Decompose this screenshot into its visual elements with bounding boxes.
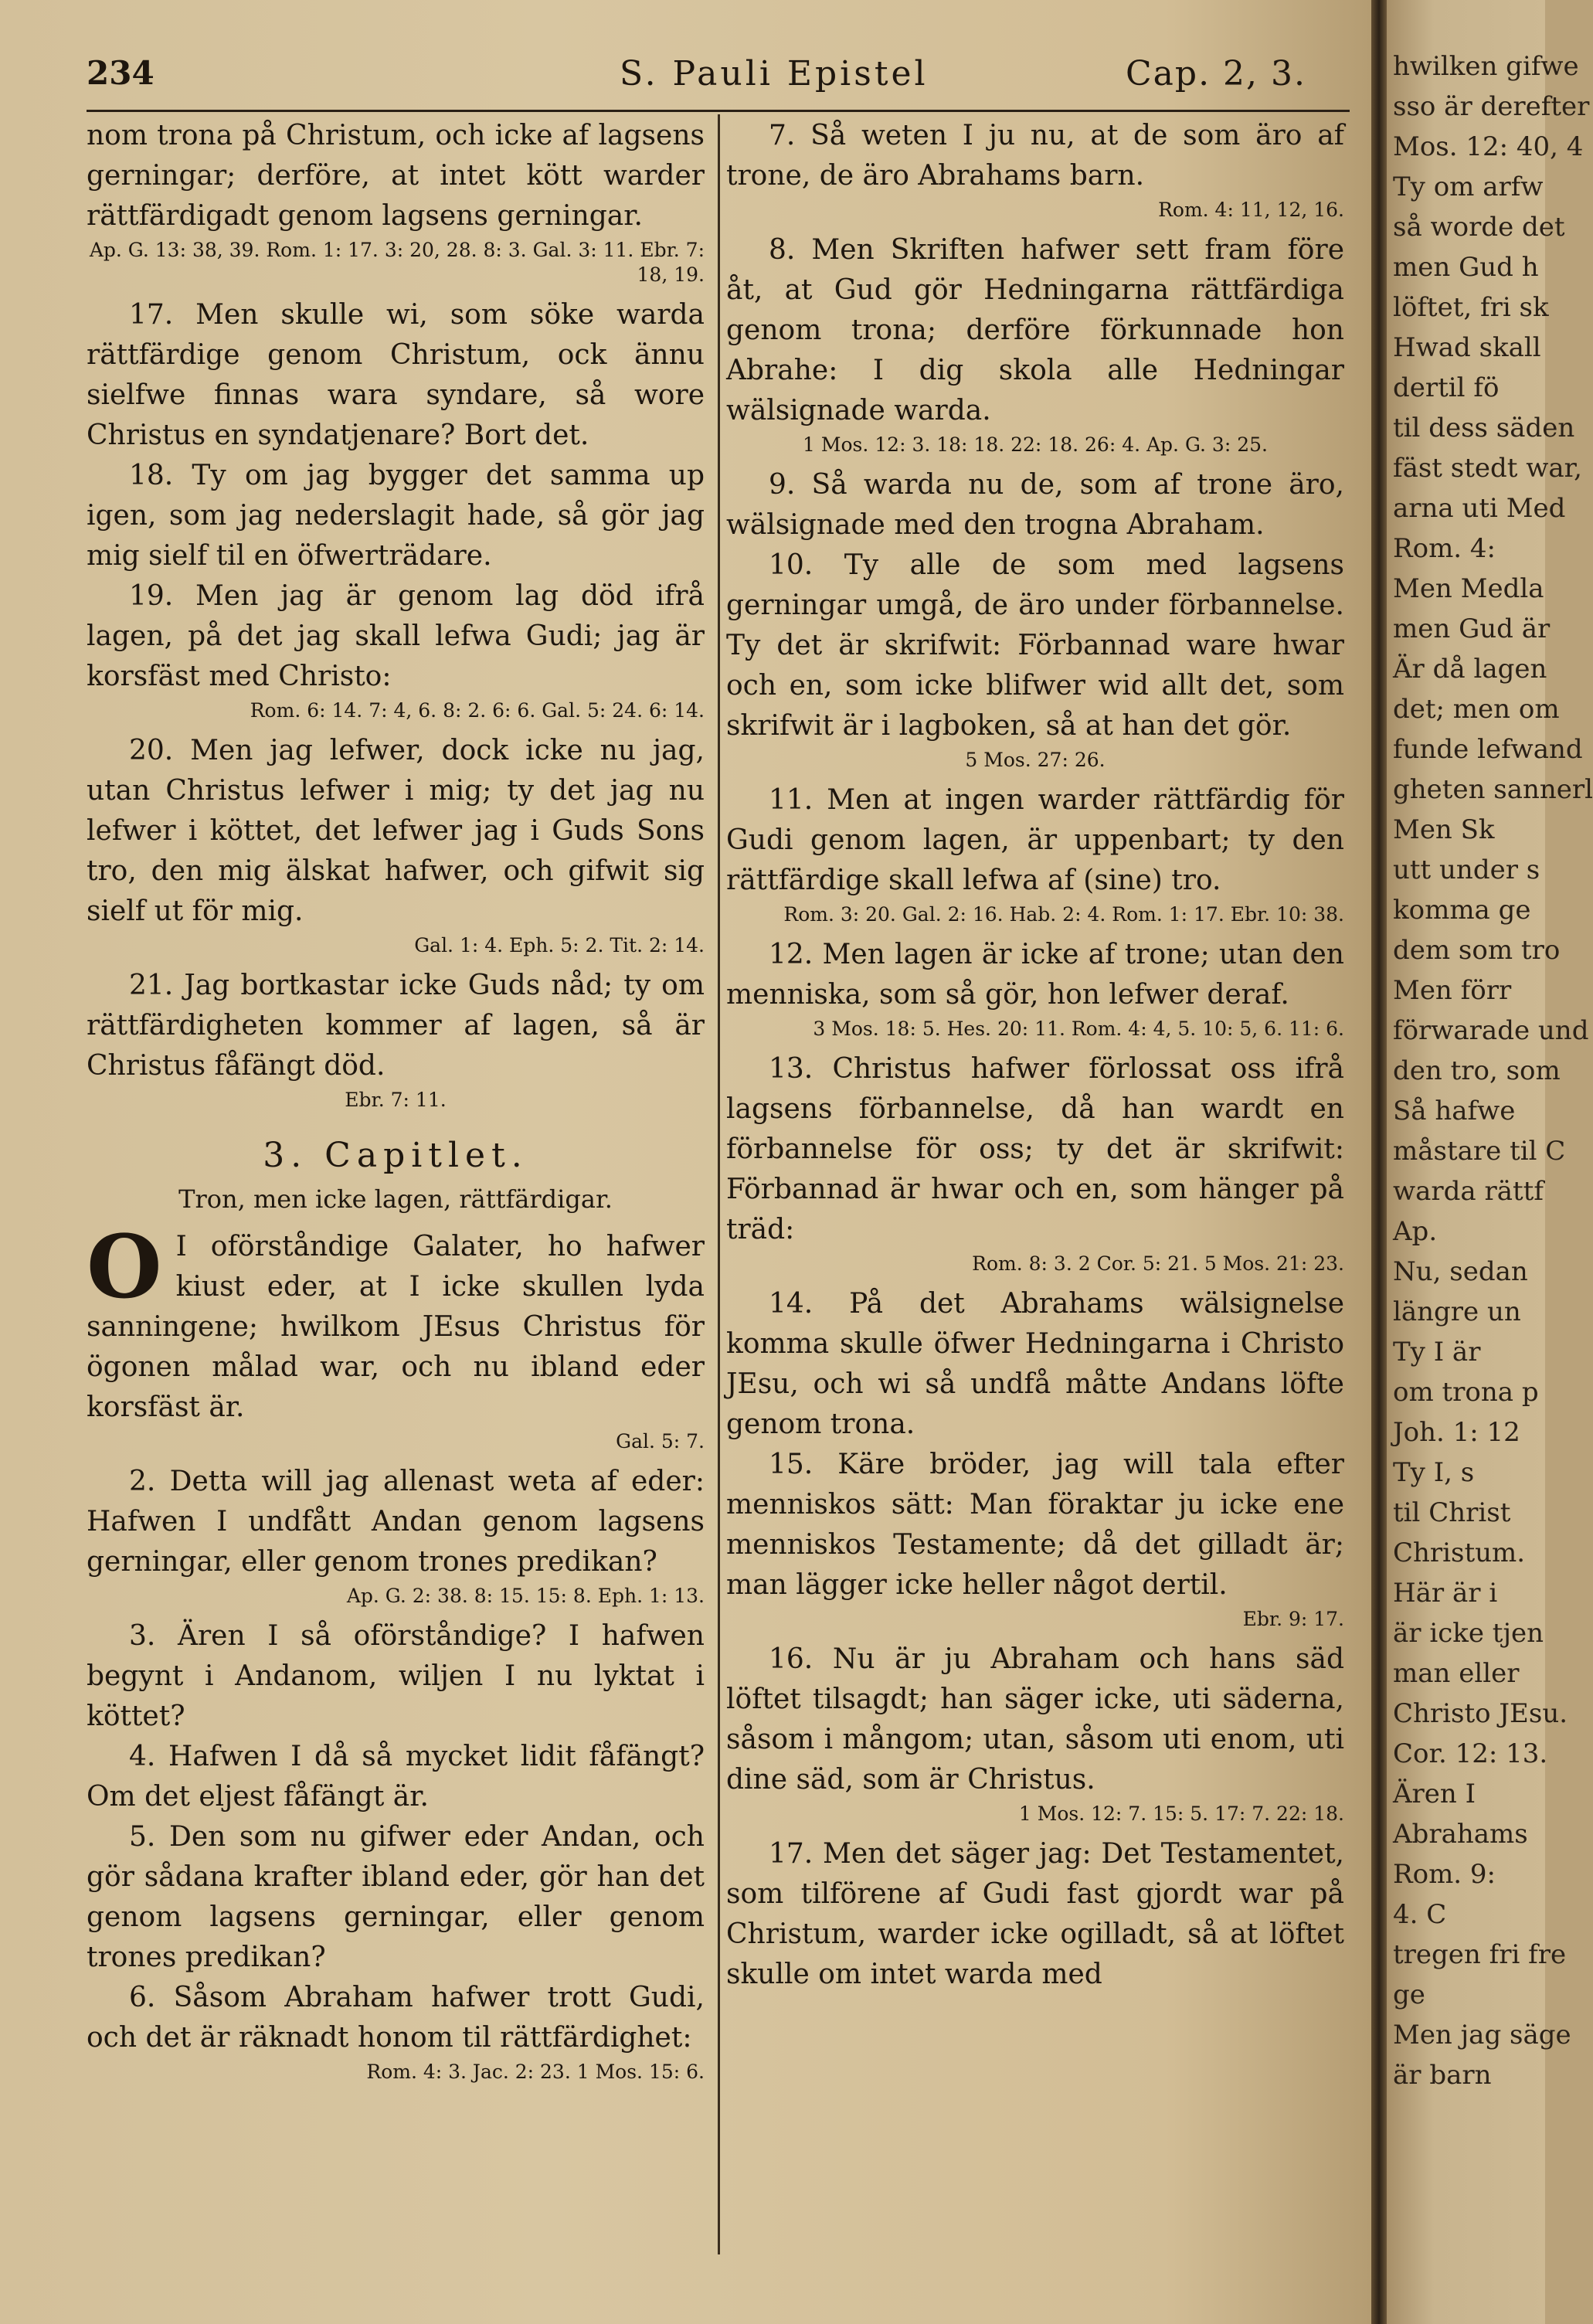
facing-page-line: Men förr — [1393, 975, 1512, 1006]
facing-page-line: löftet, fri sk — [1393, 292, 1549, 323]
verse-6: 6. Såsom Abraham hafwer trott Gudi, och det är räknadt honom til rättfärdighet: — [87, 1982, 705, 2054]
cross-reference: Ebr. 9: 17. — [1242, 1608, 1344, 1630]
cross-reference: Ebr. 7: 11. — [345, 1089, 447, 1111]
verse-17: 17. Men skulle wi, som söke warda rättfärdige genom Christum, ock ännu sielfwe finnas wara syndare, så wore Christus en syndatjenare? Bort det. — [87, 299, 705, 451]
facing-page-line: man eller — [1393, 1658, 1520, 1689]
cross-reference: 5 Mos. 27: 26. — [965, 749, 1106, 771]
facing-page-line: förwarade und — [1393, 1015, 1589, 1046]
facing-page-line: Men jag säge — [1393, 2020, 1571, 2050]
cross-reference: Rom. 4: 11, 12, 16. — [1158, 199, 1344, 221]
cross-reference: Rom. 6: 14. 7: 4, 6. 8: 2. 6: 6. Gal. 5: 24. 6: 14. — [250, 699, 705, 722]
facing-page-line: gheten sannerl — [1393, 774, 1593, 805]
column-divider — [718, 114, 720, 2254]
chapter-heading: 3. Capitlet. — [263, 1136, 528, 1175]
facing-page-line: komma ge — [1393, 895, 1531, 926]
cross-reference: Ap. G. 2: 38. 8: 15. 15: 8. Eph. 1: 13. — [346, 1585, 705, 1607]
facing-page-line: Christum. — [1393, 1537, 1526, 1568]
verse-4: 4. Hafwen I då så mycket lidit fåfängt? Om det eljest fåfängt är. — [87, 1741, 705, 1813]
facing-page-line: 4. C — [1393, 1899, 1447, 1930]
left-column — [87, 116, 705, 2092]
verse-7: 7. Så weten I ju nu, at de som äro af trone, de äro Abrahams barn. — [726, 120, 1344, 192]
verse-12: 12. Men lagen är icke af trone; utan den menniska, som så gör, hon lefwer deraf. — [726, 939, 1344, 1011]
facing-page-line: fäst stedt war, — [1393, 453, 1582, 484]
facing-page-line: utt under s — [1393, 855, 1540, 885]
cross-reference: 3 Mos. 18: 5. Hes. 20: 11. Rom. 4: 4, 5. 10: 5, 6. 11: 6. — [813, 1018, 1344, 1040]
verse-2: 2. Detta will jag allenast weta af eder: Hafwen I undfått Andan genom lagsens gerningar, eller genom trones predikan? — [87, 1466, 705, 1578]
facing-page-line: Så hafwe — [1393, 1096, 1516, 1126]
facing-page-line: til dess säden — [1393, 413, 1575, 443]
verse-5: 5. Den som nu gifwer eder Andan, och gör sådana krafter ibland eder, gör han det genom lagsens gerningar, eller genom trones predikan? — [87, 1821, 705, 1973]
running-title: S. Pauli Epistel — [620, 54, 929, 93]
facing-page-line: hwilken gifwe — [1393, 51, 1579, 82]
cross-reference: Gal. 5: 7. — [616, 1430, 705, 1452]
verse-17-cont: 17. Men det säger jag: Det Testamentet, som tilförene af Gudi fast gjordt war på Christum, warder icke ogilladt, så at löftet skulle om intet warda med — [726, 1838, 1344, 1990]
facing-page-line: om trona p — [1393, 1377, 1539, 1408]
cross-reference: Gal. 1: 4. Eph. 5: 2. Tit. 2: 14. — [414, 934, 705, 956]
verse-1-text: I oförståndige Galater, ho hafwer kiust eder, at I icke skullen lyda sanningene; hwilkom JEsus Christus för ögonen målad war, och nu ibland eder korsfäst är. — [87, 1231, 705, 1423]
facing-page-line: Joh. 1: 12 — [1393, 1417, 1520, 1448]
verse-20: 20. Men jag lefwer, dock icke nu jag, utan Christus lefwer i mig; ty det jag nu lefwer i köttet, det lefwer jag i Guds Sons tro, den mig älskat hafwer, och gifwit sig sielf ut för mig. — [87, 735, 705, 927]
verse-19: 19. Men jag är genom lag död ifrå lagen, på det jag skall lefwa Gudi; jag är korsfäst med Christo: — [87, 580, 705, 692]
facing-page-line: den tro, som — [1393, 1055, 1561, 1086]
verse-16: 16. Nu är ju Abraham och hans säd löftet tilsagdt; han säger icke, uti säderna, såsom i mångom; utan, såsom uti enom, uti dine säd, som är Christus. — [726, 1643, 1344, 1796]
book-gutter — [1371, 0, 1387, 2324]
facing-page-line: men Gud h — [1393, 252, 1539, 283]
cross-reference: Ap. G. 13: 38, 39. Rom. 1: 17. 3: 20, 28. 8: 3. Gal. 3: 11. Ebr. 7: 18, 19. — [89, 239, 705, 286]
facing-page-line: Rom. 9: — [1393, 1859, 1496, 1890]
facing-page-lines — [1387, 0, 1593, 2095]
cross-reference: 1 Mos. 12: 3. 18: 18. 22: 18. 26: 4. Ap. G. 3: 25. — [803, 433, 1268, 456]
cross-reference: Rom. 4: 3. Jac. 2: 23. 1 Mos. 15: 6. — [366, 2061, 705, 2083]
facing-page-line: arna uti Med — [1393, 493, 1566, 524]
facing-page-line: tregen fri fre — [1393, 1939, 1567, 1970]
facing-page-line: Här är i — [1393, 1578, 1498, 1609]
right-column — [726, 116, 1344, 1995]
facing-page-line: så worde det — [1393, 212, 1565, 243]
chapter-summary: Tron, men icke lagen, rättfärdigar. — [178, 1184, 613, 1214]
facing-page-line: Ty I, s — [1393, 1457, 1475, 1488]
facing-page-line: Ap. — [1393, 1216, 1438, 1247]
verse-8: 8. Men Skriften hafwer sett fram före åt, at Gud gör Hedningarna rättfärdiga genom trona; derföre förkunnade hon Abrahe: I dig skola alle Hedningar wälsignade warda. — [726, 234, 1344, 426]
facing-page-line: Är då lagen — [1393, 654, 1547, 685]
verse-21: 21. Jag bortkastar icke Guds nåd; ty om rättfärdigheten kommer af lagen, så är Christus fåfängt död. — [87, 970, 705, 1082]
facing-page-line: är icke tjen — [1393, 1618, 1544, 1649]
facing-page-line: Cor. 12: 13. — [1393, 1738, 1548, 1769]
facing-page-line: Men Sk — [1393, 814, 1495, 845]
facing-page-line: Hwad skall — [1393, 332, 1541, 363]
verse-15: 15. Käre bröder, jag will tala efter menniskos sätt: Man föraktar ju icke ene menniskos Testamente; då det gilladt är; man lägger icke heller något dertil. — [726, 1449, 1344, 1601]
verse-9: 9. Så warda nu de, som af trone äro, wälsignade med den trogna Abraham. — [726, 469, 1344, 541]
cross-reference: Rom. 3: 20. Gal. 2: 16. Hab. 2: 4. Rom. 1: 17. Ebr. 10: 38. — [783, 903, 1344, 926]
facing-page-line: måstare til C — [1393, 1136, 1566, 1167]
facing-page-line: dem som tro — [1393, 935, 1561, 966]
drop-cap-initial: O — [87, 1217, 162, 1318]
verse-10: 10. Ty alle de som med lagsens gerningar umgå, de äro under förbannelse. Ty det är skrifwit: Förbannad ware hwar och en, som icke blifwer wid allt det, som skrifwit är i lagboken, så at han det gör. — [726, 549, 1344, 742]
facing-page-line: det; men om — [1393, 694, 1560, 725]
cross-reference: 1 Mos. 12: 7. 15: 5. 17: 7. 22: 18. — [1018, 1802, 1344, 1825]
facing-page-line: Men Medla — [1393, 573, 1544, 604]
facing-page-line: sso är derefter — [1393, 91, 1590, 122]
running-header — [87, 48, 1350, 112]
facing-page-line: Ty om arfw — [1393, 172, 1544, 202]
verse-continuation: nom trona på Christum, och icke af lagsens gerningar; derföre, at intet kött warder rättfärdigadt genom lagsens gerningar. — [87, 120, 705, 232]
facing-page-line: Rom. 4: — [1393, 533, 1496, 564]
facing-page-line: Ären I — [1393, 1779, 1476, 1809]
verse-13: 13. Christus hafwer förlossat oss ifrå lagsens förbannelse, då han wardt en förbannelse för oss; ty det är skrifwit: Förbannad är hwar och en, som hänger på träd: — [726, 1053, 1344, 1245]
facing-page-line: Christo JEsu. — [1393, 1698, 1568, 1729]
verse-14: 14. På det Abrahams wälsignelse komma skulle öfwer Hedningarna i Christo JEsu, och wi så undfå måtte Andans löfte genom trona. — [726, 1288, 1344, 1440]
verse-3: 3. Ären I så oförståndige? I hafwen begynt i Andanom, wiljen I nu lyktat i köttet? — [87, 1620, 705, 1732]
facing-page-line: dertil fö — [1393, 372, 1500, 403]
verse-18: 18. Ty om jag bygger det samma up igen, som jag nederslagit hade, så gör jag mig sielf til en öfwerträdare. — [87, 460, 705, 572]
facing-page-line: Nu, sedan — [1393, 1256, 1528, 1287]
cross-reference: Rom. 8: 3. 2 Cor. 5: 21. 5 Mos. 21: 23. — [972, 1252, 1344, 1275]
facing-page-line: Abrahams — [1393, 1819, 1528, 1850]
facing-page-line: ge — [1393, 1979, 1425, 2010]
facing-page-line: Ty I är — [1393, 1337, 1481, 1368]
facing-page-line: längre un — [1393, 1296, 1521, 1327]
verse-11: 11. Men at ingen warder rättfärdig för Gudi genom lagen, är uppenbart; ty den rättfärdige skall lefwa af (sine) tro. — [726, 784, 1344, 896]
facing-page-line: warda rättf — [1393, 1176, 1544, 1207]
facing-page-line: Mos. 12: 40, 4 — [1393, 131, 1584, 162]
facing-page-line: til Christ — [1393, 1497, 1511, 1528]
facing-page-line: men Gud är — [1393, 613, 1551, 644]
facing-page-line: funde lefwand — [1393, 734, 1583, 765]
page-number: 234 — [87, 54, 155, 92]
facing-page-fragment — [1387, 0, 1593, 2324]
chapter-reference: Cap. 2, 3. — [1126, 54, 1306, 93]
facing-page-line: är barn — [1393, 2060, 1492, 2091]
verse-1 — [87, 1217, 705, 1428]
